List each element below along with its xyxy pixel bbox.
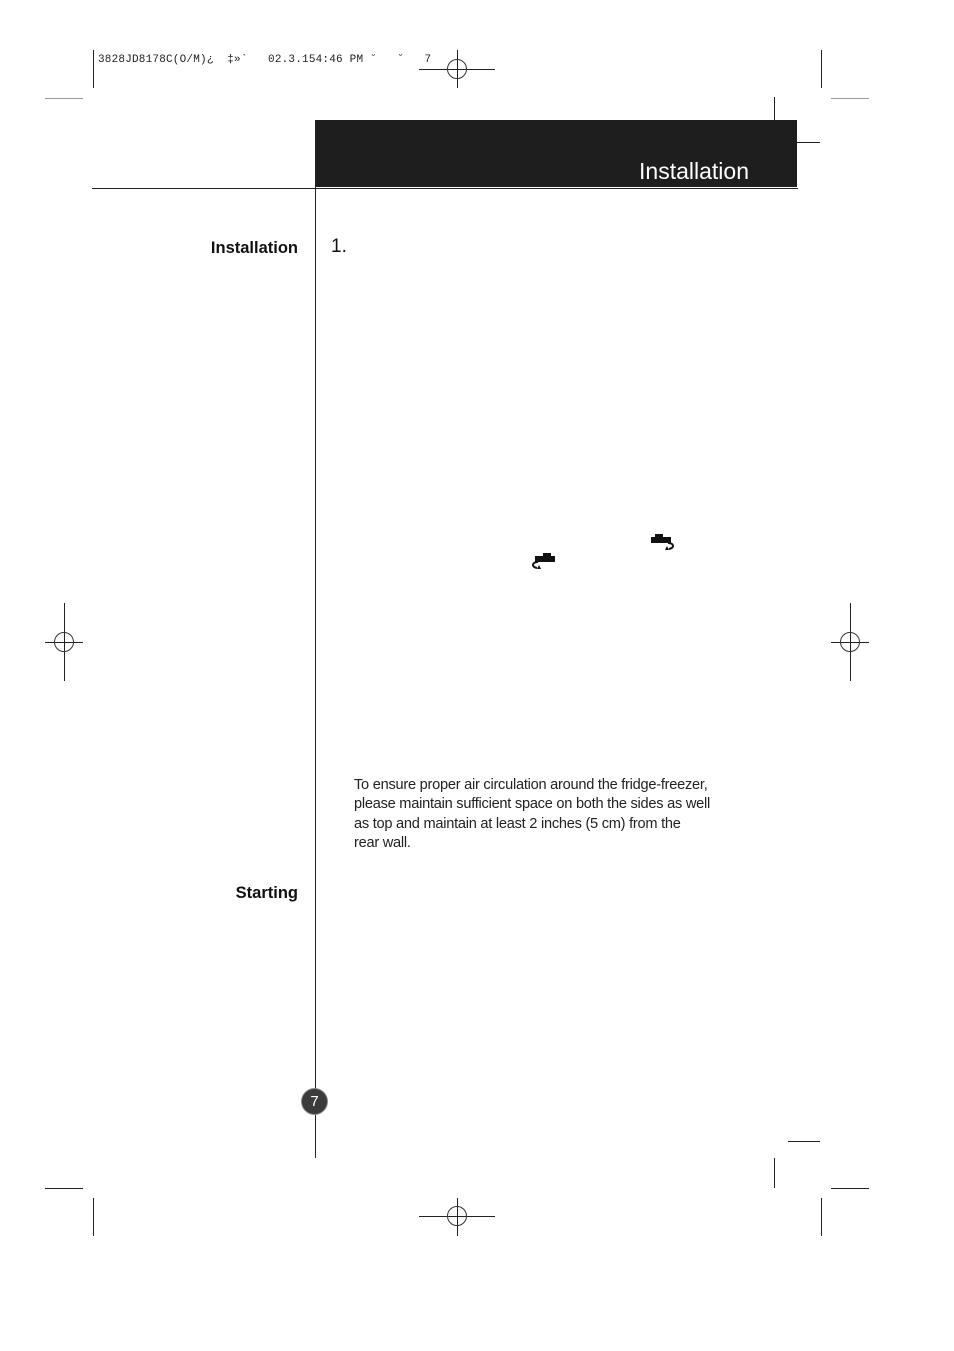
page-number-badge: 7 <box>302 1089 327 1114</box>
registration-mark-right <box>840 632 860 652</box>
sidebar-installation-label: Installation <box>210 239 298 257</box>
section-header-band <box>316 120 797 187</box>
registration-mark-bottom <box>447 1206 467 1226</box>
header-rule <box>92 188 798 189</box>
registration-mark-top <box>447 59 467 79</box>
registration-mark-left <box>54 632 74 652</box>
door-rotate-right-icon <box>650 534 678 552</box>
step-number: 1. <box>331 236 347 257</box>
air-circulation-paragraph: To ensure proper air circulation around the fridge-freezer, please maintain sufficient space on both the sides as well as top and maintain at least 2 inches (5 cm) from the rear wall. <box>354 777 710 851</box>
sidebar-starting-label: Starting <box>235 884 298 902</box>
print-slug: 3828JD8178C(O/M)¿ ‡»` 02.3.154:46 PM ˘ ˘ 7 <box>98 54 432 66</box>
column-divider <box>315 120 316 1158</box>
door-rotate-left-icon <box>528 553 556 571</box>
section-title: Installation <box>639 158 749 184</box>
